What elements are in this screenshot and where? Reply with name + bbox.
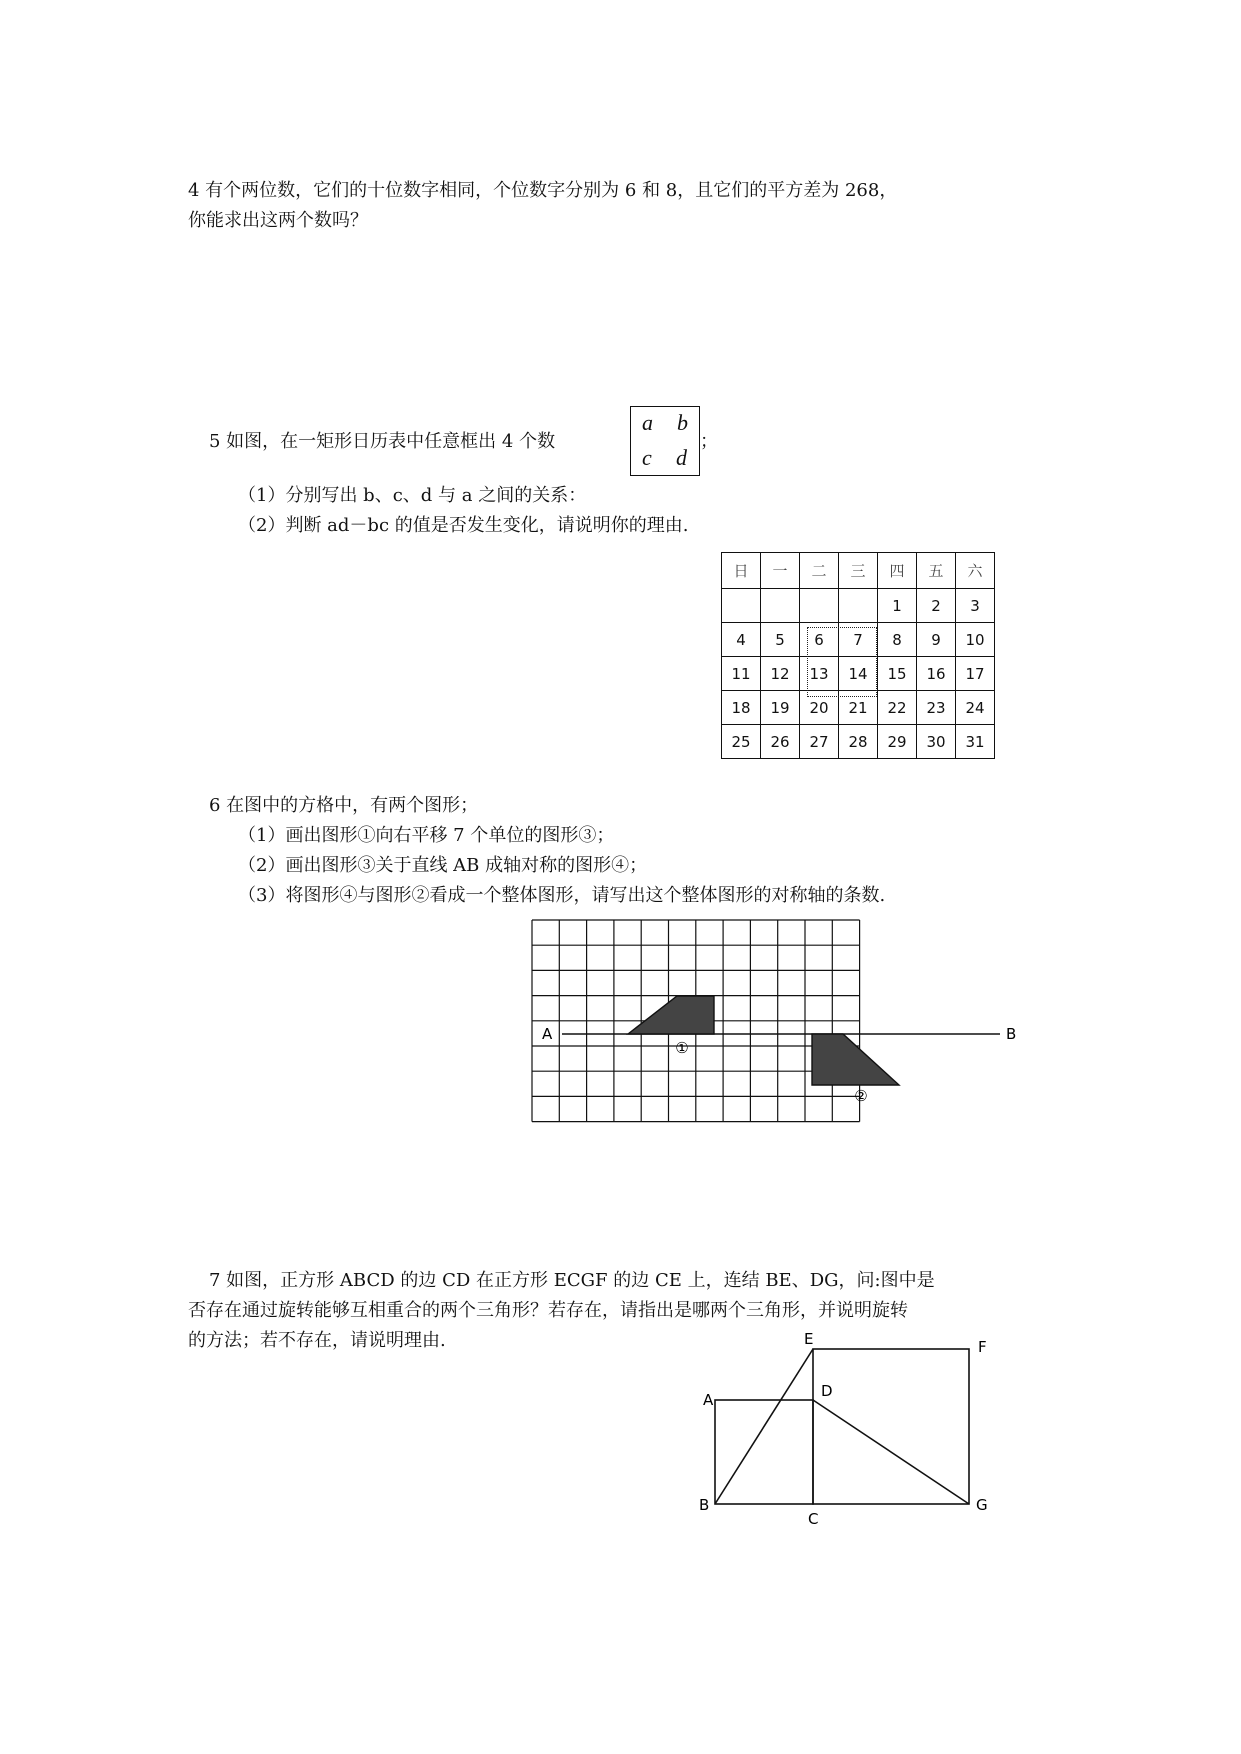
calendar-cell: 26 [761, 725, 800, 759]
calendar-header: 日 [722, 553, 761, 589]
calendar-row [722, 657, 995, 691]
calendar-cell [800, 589, 839, 623]
calendar-cell: 18 [722, 691, 761, 725]
q5-sub1: （1）分别写出 b、c、d 与 a 之间的关系： [238, 485, 587, 506]
calendar-cell: 8 [878, 623, 917, 657]
calendar-row [722, 691, 995, 725]
shape-2 [812, 1034, 899, 1085]
box-d: d [676, 445, 687, 470]
point-f: F [978, 1338, 987, 1356]
label-b: B [1006, 1025, 1017, 1043]
q6-sub1: （1）画出图形①向右平移 7 个单位的图形③； [238, 825, 615, 846]
q7-line1: 7 如图，正方形 ABCD 的边 CD 在正方形 ECGF 的边 CE 上，连结 BE、DG，问:图中是 [209, 1270, 935, 1291]
calendar-cell: 14 [839, 657, 878, 691]
calendar-header: 四 [878, 553, 917, 589]
calendar-cell: 7 [839, 623, 878, 657]
q7-line2: 否存在通过旋转能够互相重合的两个三角形？若存在，请指出是哪两个三角形，并说明旋转 [188, 1300, 908, 1321]
calendar-header: 三 [839, 553, 878, 589]
calendar-cell: 31 [956, 725, 995, 759]
calendar-cell [722, 589, 761, 623]
calendar-cell: 23 [917, 691, 956, 725]
segment-be [715, 1349, 813, 1504]
calendar-cell: 20 [800, 691, 839, 725]
calendar-cell: 17 [956, 657, 995, 691]
square-abcd [715, 1400, 813, 1504]
calendar-header: 五 [917, 553, 956, 589]
calendar-cell: 6 [800, 623, 839, 657]
calendar-cell: 19 [761, 691, 800, 725]
calendar-cell: 22 [878, 691, 917, 725]
point-c: C [808, 1510, 819, 1528]
calendar-cell: 13 [800, 657, 839, 691]
calendar-cell: 3 [956, 589, 995, 623]
calendar-cell: 10 [956, 623, 995, 657]
calendar-cell [761, 589, 800, 623]
calendar-cell: 21 [839, 691, 878, 725]
calendar-cell: 9 [917, 623, 956, 657]
segment-dg [813, 1400, 969, 1504]
calendar-header: 六 [956, 553, 995, 589]
q4-line1: 4 有个两位数，它们的十位数字相同，个位数字分别为 6 和 8，且它们的平方差为 268， [188, 180, 898, 201]
point-a: A [703, 1391, 714, 1409]
calendar-cell: 4 [722, 623, 761, 657]
q5-intro-end: ； [700, 431, 718, 452]
label-shape-1: ① [675, 1039, 689, 1057]
q6-intro: 6 在图中的方格中，有两个图形； [209, 795, 479, 816]
point-e: E [804, 1330, 814, 1348]
q7-line3: 的方法；若不存在，请说明理由. [188, 1330, 446, 1351]
calendar-row [722, 589, 995, 623]
label-a: A [542, 1025, 553, 1043]
calendar-row [722, 623, 995, 657]
calendar-cell: 5 [761, 623, 800, 657]
calendar-cell: 1 [878, 589, 917, 623]
abcd-box [630, 406, 700, 476]
calendar-header: 一 [761, 553, 800, 589]
label-shape-2: ② [854, 1087, 868, 1105]
calendar-cell: 24 [956, 691, 995, 725]
box-b: b [677, 410, 688, 435]
grid-figure [530, 915, 1030, 1155]
calendar-table [721, 552, 995, 759]
calendar-header-row [722, 553, 995, 589]
point-d: D [821, 1382, 833, 1400]
calendar-cell: 11 [722, 657, 761, 691]
calendar-cell: 12 [761, 657, 800, 691]
q4-line2: 你能求出这两个数吗？ [188, 210, 368, 231]
box-c: c [642, 445, 652, 470]
calendar-cell [839, 589, 878, 623]
q5-sub2: （2）判断 ad－bc 的值是否发生变化，请说明你的理由. [238, 515, 689, 536]
point-b: B [699, 1496, 710, 1514]
squares-figure [690, 1330, 1010, 1540]
point-g: G [976, 1496, 988, 1514]
calendar-cell: 28 [839, 725, 878, 759]
calendar-cell: 27 [800, 725, 839, 759]
calendar-cell: 2 [917, 589, 956, 623]
square-ecgf [813, 1349, 969, 1504]
q6-sub2: （2）画出图形③关于直线 AB 成轴对称的图形④； [238, 855, 648, 876]
calendar-cell: 16 [917, 657, 956, 691]
box-a: a [642, 410, 653, 435]
calendar-cell: 25 [722, 725, 761, 759]
calendar-cell: 15 [878, 657, 917, 691]
calendar-cell: 30 [917, 725, 956, 759]
calendar-cell: 29 [878, 725, 917, 759]
calendar-header: 二 [800, 553, 839, 589]
q5-intro: 5 如图，在一矩形日历表中任意框出 4 个数 [209, 431, 556, 452]
calendar-row [722, 725, 995, 759]
q6-sub3: （3）将图形④与图形②看成一个整体图形，请写出这个整体图形的对称轴的条数. [238, 885, 886, 906]
